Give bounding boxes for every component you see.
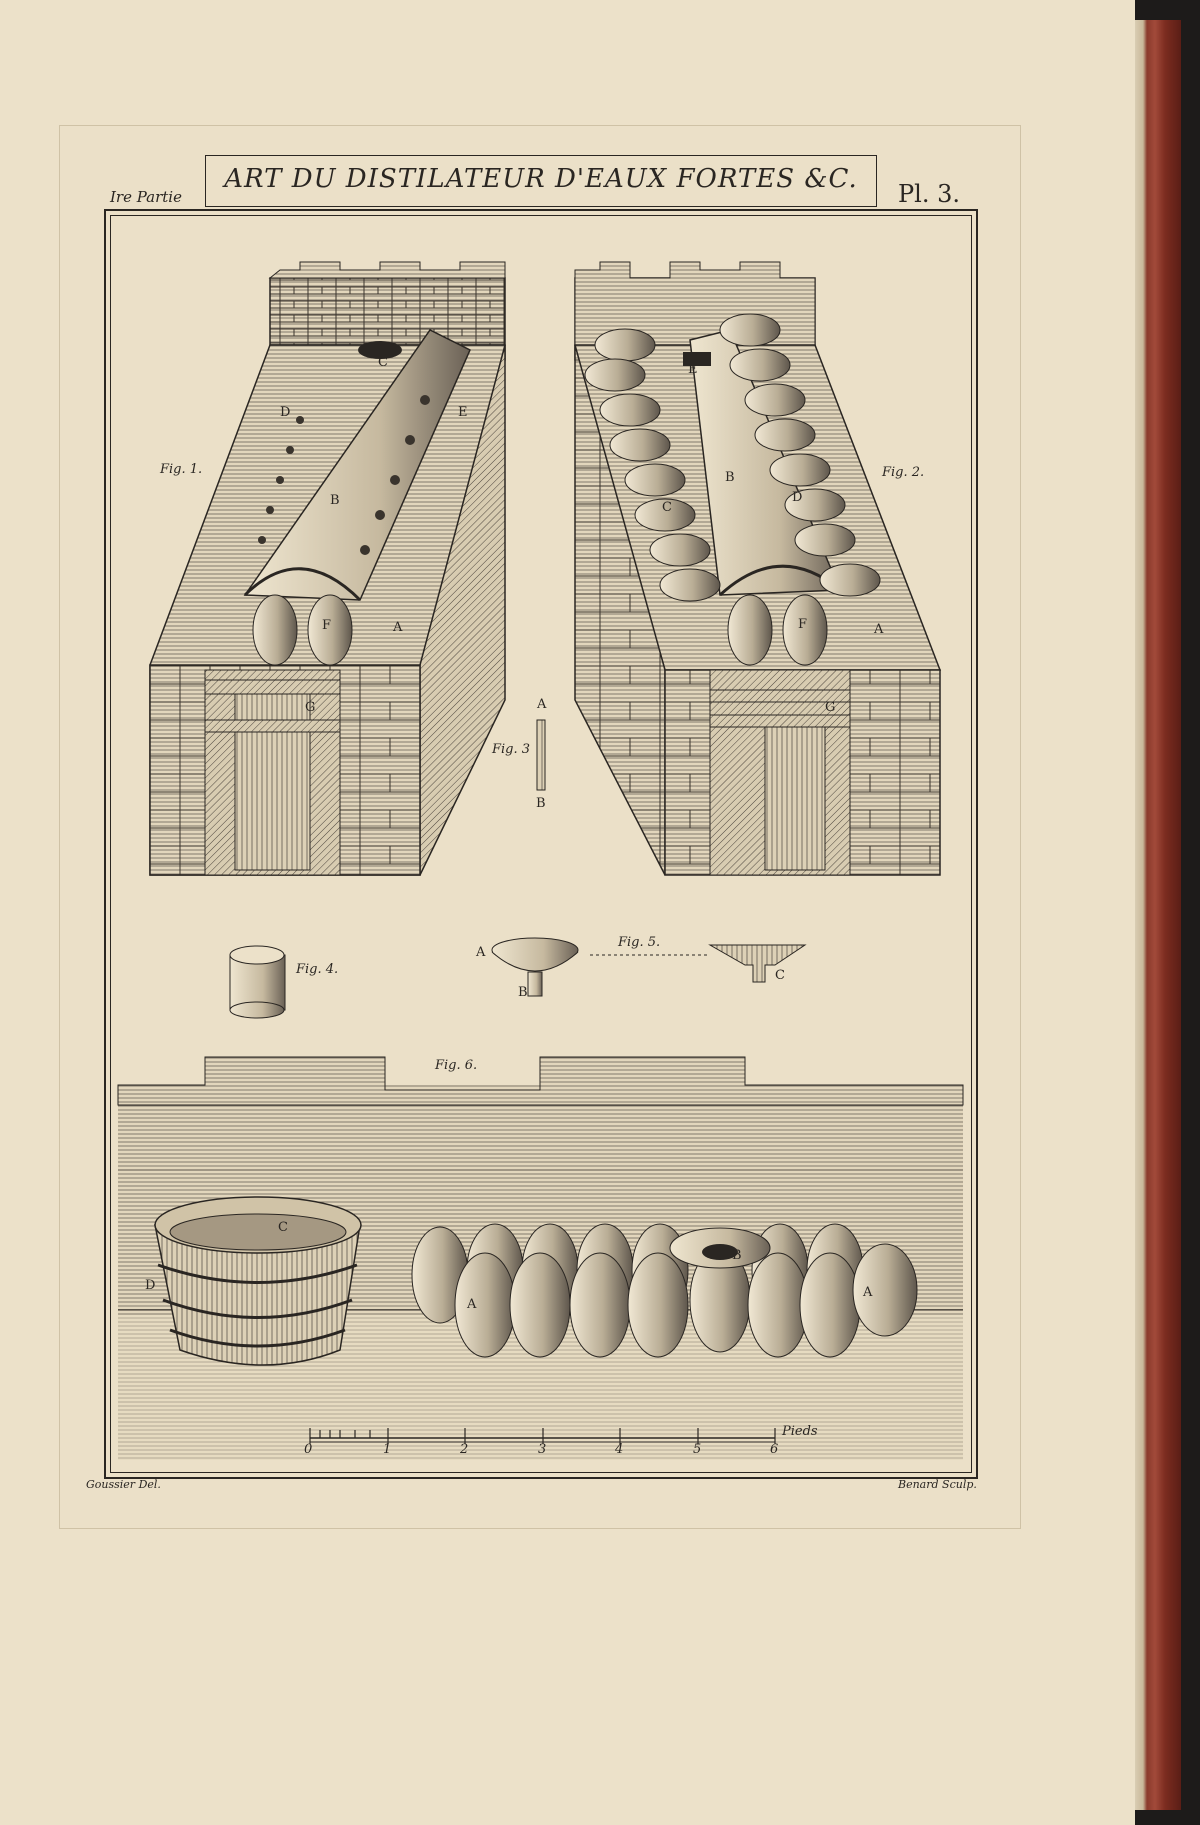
letter-A-fig6-right: A [863, 1285, 873, 1300]
letter-F-fig1: F [322, 618, 332, 633]
scale-tick-1: 1 [383, 1442, 392, 1457]
letter-C-fig1: C [378, 355, 388, 370]
figure-6-label: Fig. 6. [435, 1058, 478, 1073]
jar-rows [412, 1224, 917, 1357]
scale-tick-2: 2 [460, 1442, 469, 1457]
letter-E-fig1: E [458, 405, 468, 420]
letter-B-fig2: B [725, 470, 735, 485]
scale-unit: Pieds [782, 1424, 818, 1439]
letter-G-fig2: G [825, 700, 836, 715]
figure-3-label: Fig. 3 [492, 742, 531, 757]
credit-draughtsman: Goussier Del. [86, 1478, 161, 1491]
figure-4-label: Fig. 4. [296, 962, 339, 977]
figure-5-label: Fig. 5. [618, 935, 661, 950]
letter-D-fig6: D [145, 1278, 156, 1293]
credit-engraver: Benard Sculp. [898, 1478, 977, 1491]
plate-number: Pl. 3. [898, 180, 960, 208]
scale-tick-3: 3 [538, 1442, 547, 1457]
letter-B-fig5: B [518, 985, 528, 1000]
letter-E-fig2: E [688, 362, 698, 377]
letter-G-fig1: G [305, 700, 316, 715]
letter-A-fig5: A [476, 945, 486, 960]
letter-F-fig2: F [798, 617, 808, 632]
letter-D-fig1: D [280, 405, 291, 420]
letter-C-fig5: C [775, 968, 785, 983]
scale-tick-6: 6 [770, 1442, 779, 1457]
plate-title: ART DU DISTILATEUR D'EAUX FORTES &C. [224, 164, 858, 194]
figure-1-label: Fig. 1. [160, 462, 203, 477]
figure-4-ring [230, 946, 285, 1018]
figure-3-rod [537, 720, 545, 790]
scale-tick-0: 0 [304, 1442, 313, 1457]
letter-D-fig2: D [792, 490, 803, 505]
scale-tick-5: 5 [693, 1442, 702, 1457]
letter-A-fig6-left: A [467, 1297, 477, 1312]
letter-B-fig6: B [732, 1248, 742, 1263]
letter-A-fig2: A [874, 622, 884, 637]
letter-C-fig2: C [662, 500, 672, 515]
letter-A-fig1: A [393, 620, 403, 635]
letter-B-fig1: B [330, 493, 340, 508]
figure-2-furnace [575, 262, 940, 875]
scale-tick-4: 4 [615, 1442, 624, 1457]
figure-1-furnace [150, 262, 505, 875]
letter-C-fig6: C [278, 1220, 288, 1235]
letter-A-fig3: A [537, 697, 547, 712]
letter-B-fig3: B [536, 796, 546, 811]
part-label: Ire Partie [110, 188, 182, 206]
wooden-tub [155, 1197, 361, 1365]
figure-6-workshop [118, 1057, 963, 1460]
figure-2-label: Fig. 2. [882, 465, 925, 480]
